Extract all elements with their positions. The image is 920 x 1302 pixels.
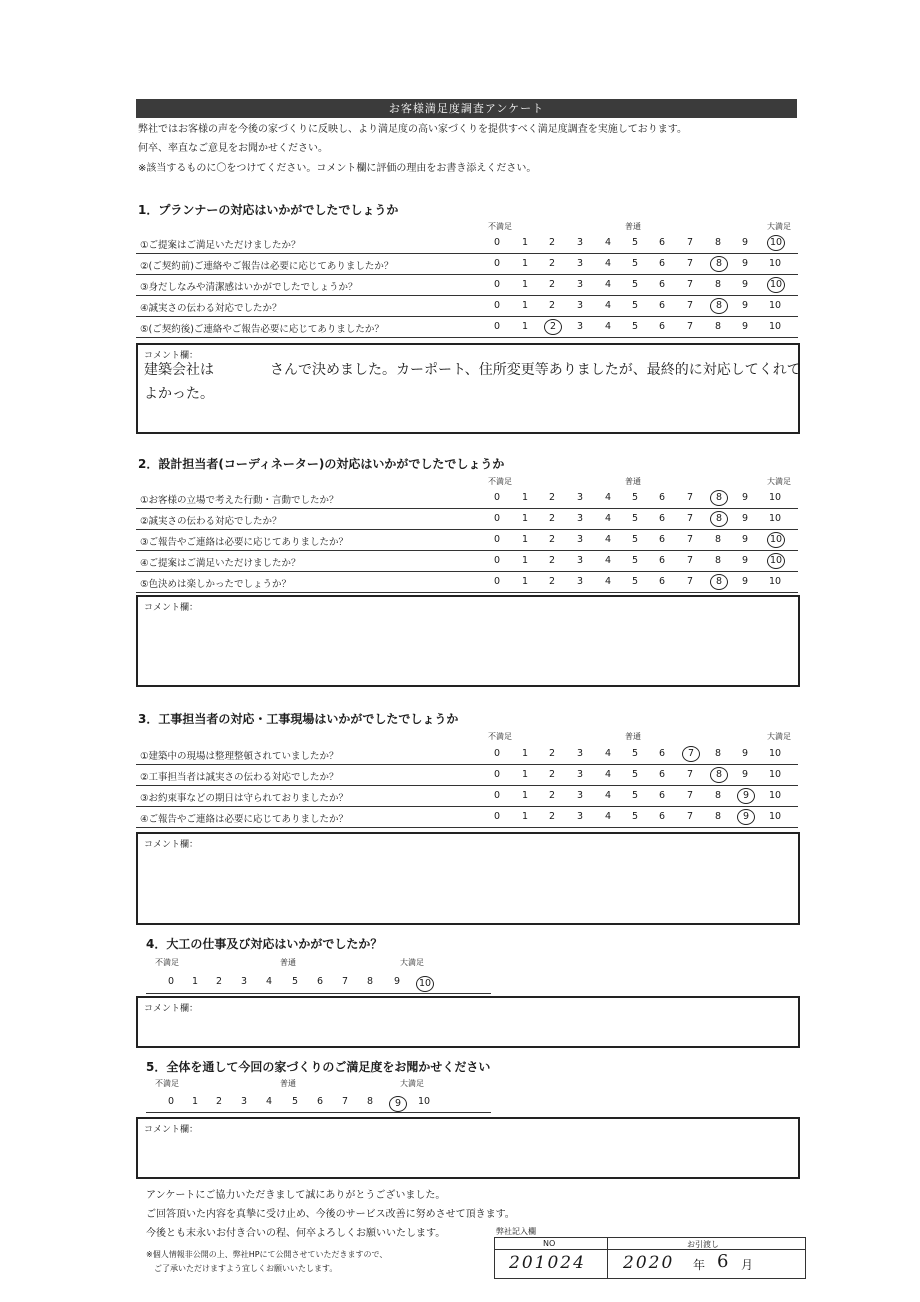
question-row	[136, 275, 798, 296]
rating-option[interactable]: 0	[167, 1096, 175, 1107]
scale-high-label: 大満足	[767, 732, 791, 741]
rating-option-selected[interactable]: 9	[737, 809, 755, 825]
rating-option[interactable]: 6	[658, 492, 666, 503]
rating-option[interactable]: 10	[768, 321, 782, 332]
section-1-title: 1．プランナーの対応はいかがでしたでしょうか	[138, 203, 399, 217]
rating-option[interactable]: 8	[714, 790, 722, 801]
rating-option[interactable]: 7	[686, 555, 694, 566]
rating-option[interactable]: 9	[741, 769, 749, 780]
rating-option-selected[interactable]: 8	[710, 767, 728, 783]
section-3-comment-box[interactable]	[136, 832, 800, 925]
section-5-comment-box[interactable]	[136, 1117, 800, 1179]
question-row	[136, 786, 798, 807]
rating-option[interactable]: 0	[493, 513, 501, 524]
question-row	[136, 254, 798, 275]
rating-option-selected[interactable]: 9	[389, 1096, 407, 1112]
rating-option[interactable]: 4	[265, 1096, 273, 1107]
rating-option[interactable]: 2	[548, 513, 556, 524]
question-label: ②(ご契約前)ご連絡やご報告は必要に応じてありましたか？	[140, 261, 394, 272]
rating-option[interactable]: 3	[576, 279, 584, 290]
rating-option[interactable]: 5	[631, 300, 639, 311]
rating-option-selected[interactable]: 8	[710, 490, 728, 506]
comment-label: コメント欄：	[144, 603, 199, 613]
rating-option[interactable]: 3	[240, 1096, 248, 1107]
comment-label: コメント欄：	[144, 351, 199, 361]
rating-option[interactable]: 3	[576, 258, 584, 269]
rating-option-selected[interactable]: 10	[767, 553, 785, 569]
rating-option[interactable]: 0	[493, 300, 501, 311]
question-row	[136, 509, 798, 530]
footer-line-3: 今後とも末永いお付き合いの程、何卒よろしくお願いいたします。	[146, 1228, 446, 1239]
rating-option[interactable]: 2	[548, 748, 556, 759]
rating-option[interactable]: 9	[741, 748, 749, 759]
rating-option[interactable]: 0	[493, 555, 501, 566]
rating-option[interactable]: 1	[521, 748, 529, 759]
scale-low-label: 不満足	[488, 732, 512, 741]
rating-option[interactable]: 2	[548, 555, 556, 566]
rating-option[interactable]: 7	[341, 976, 349, 987]
rating-option[interactable]: 4	[604, 555, 612, 566]
rating-option[interactable]: 5	[631, 811, 639, 822]
scale-high-label: 大満足	[767, 222, 791, 231]
rating-option[interactable]: 5	[631, 534, 639, 545]
rating-option[interactable]: 3	[576, 769, 584, 780]
rating-option-selected[interactable]: 10	[767, 532, 785, 548]
rating-option[interactable]: 0	[493, 811, 501, 822]
rating-option[interactable]: 1	[521, 258, 529, 269]
rating-option[interactable]: 4	[604, 492, 612, 503]
rating-option[interactable]: 10	[768, 492, 782, 503]
rating-option[interactable]: 7	[686, 237, 694, 248]
scale-low-label: 不満足	[155, 1079, 179, 1088]
rating-option[interactable]: 6	[658, 279, 666, 290]
question-label: ⑤色決めは楽しかったでしょうか？	[140, 579, 292, 590]
rating-option[interactable]: 9	[741, 300, 749, 311]
scale-mid-label: 普通	[280, 1079, 296, 1088]
rating-option[interactable]: 7	[686, 300, 694, 311]
rating-option[interactable]: 1	[521, 534, 529, 545]
rating-option[interactable]: 0	[493, 279, 501, 290]
rating-option[interactable]: 10	[768, 769, 782, 780]
rating-option-selected[interactable]: 8	[710, 256, 728, 272]
rating-option[interactable]: 9	[741, 576, 749, 587]
rating-option[interactable]: 10	[768, 258, 782, 269]
section-5-underline	[146, 1112, 491, 1113]
section-4-comment-box[interactable]	[136, 996, 800, 1048]
rating-option[interactable]: 4	[604, 748, 612, 759]
rating-option[interactable]: 4	[604, 321, 612, 332]
rating-option[interactable]: 0	[493, 790, 501, 801]
section-1-comment-box[interactable]	[136, 343, 800, 434]
rating-option[interactable]: 3	[576, 492, 584, 503]
privacy-note-1: ※個人情報非公開の上、弊社HPにて公開させていただきますので、	[146, 1250, 388, 1259]
rating-option[interactable]: 6	[658, 576, 666, 587]
question-label: ①お客様の立場で考えた行動・言動でしたか？	[140, 495, 339, 506]
rating-option[interactable]: 5	[291, 976, 299, 987]
rating-option[interactable]: 1	[521, 513, 529, 524]
rating-option[interactable]: 10	[417, 1096, 431, 1107]
rating-option[interactable]: 9	[741, 321, 749, 332]
intro-line-3: ※該当するものに〇をつけてください。コメント欄に評価の理由をお書き添えください。	[138, 163, 537, 174]
rating-option[interactable]: 4	[604, 513, 612, 524]
rating-option[interactable]: 5	[631, 555, 639, 566]
rating-option[interactable]: 3	[576, 576, 584, 587]
rating-option[interactable]: 3	[576, 555, 584, 566]
comment-line-1: 建築会社は さんで決めました。カーポート、住所変更等ありましたが、最終的に対応してくれて	[144, 362, 801, 378]
rating-option[interactable]: 3	[576, 300, 584, 311]
rating-option[interactable]: 5	[631, 748, 639, 759]
rating-option[interactable]: 8	[366, 976, 374, 987]
footer-line-2: ご回答頂いた内容を真摯に受け止め、今後のサービス改善に努めさせて頂きます。	[146, 1209, 515, 1220]
rating-option[interactable]: 2	[548, 279, 556, 290]
rating-option[interactable]: 0	[493, 769, 501, 780]
comment-label: コメント欄：	[144, 840, 199, 850]
rating-option[interactable]: 5	[631, 258, 639, 269]
rating-option[interactable]: 3	[576, 534, 584, 545]
rating-option[interactable]: 8	[714, 555, 722, 566]
rating-option[interactable]: 6	[658, 555, 666, 566]
section-2-comment-box[interactable]	[136, 595, 800, 687]
intro-line-1: 弊社ではお客様の声を今後の家づくりに反映し、より満足度の高い家づくりを提供すべく満足度調査を実施しております。	[138, 124, 687, 135]
rating-option[interactable]: 5	[631, 321, 639, 332]
rating-option[interactable]: 1	[521, 492, 529, 503]
rating-option[interactable]: 3	[576, 790, 584, 801]
handover-month: 6	[717, 1251, 729, 1272]
rating-option[interactable]: 10	[768, 748, 782, 759]
rating-option[interactable]: 8	[366, 1096, 374, 1107]
rating-option[interactable]: 1	[521, 555, 529, 566]
question-row	[136, 233, 798, 254]
rating-option-selected[interactable]: 10	[416, 976, 434, 992]
rating-option[interactable]: 3	[576, 513, 584, 524]
office-use-caption: 弊社記入欄	[496, 1227, 536, 1236]
rating-option[interactable]: 1	[191, 976, 199, 987]
office-use-table	[494, 1237, 806, 1279]
rating-option[interactable]: 9	[741, 258, 749, 269]
rating-option[interactable]: 7	[686, 769, 694, 780]
question-label: ④ご報告やご連絡は必要に応じてありましたか？	[140, 814, 349, 825]
rating-option[interactable]: 10	[768, 300, 782, 311]
question-label: ②工事担当者は誠実さの伝わる対応でしたか？	[140, 772, 339, 783]
rating-option[interactable]: 7	[686, 321, 694, 332]
rating-option[interactable]: 10	[768, 576, 782, 587]
rating-option[interactable]: 0	[493, 748, 501, 759]
question-label: ③お約束事などの期日は守られておりましたか？	[140, 793, 349, 804]
scale-high-label: 大満足	[767, 477, 791, 486]
question-label: ③ご報告やご連絡は必要に応じてありましたか？	[140, 537, 349, 548]
rating-option[interactable]: 4	[604, 279, 612, 290]
rating-option[interactable]: 1	[521, 321, 529, 332]
rating-option[interactable]: 0	[493, 534, 501, 545]
rating-option[interactable]: 6	[658, 811, 666, 822]
question-row	[136, 551, 798, 572]
rating-option[interactable]: 6	[658, 769, 666, 780]
rating-option[interactable]: 2	[548, 237, 556, 248]
rating-option[interactable]: 10	[768, 790, 782, 801]
rating-option[interactable]: 6	[316, 1096, 324, 1107]
rating-option[interactable]: 4	[604, 769, 612, 780]
rating-option[interactable]: 6	[316, 976, 324, 987]
rating-option[interactable]: 6	[658, 300, 666, 311]
question-row	[136, 488, 798, 509]
question-label: ①建築中の現場は整理整頓されていましたか？	[140, 751, 339, 762]
rating-option[interactable]: 3	[576, 237, 584, 248]
rating-option[interactable]: 4	[604, 258, 612, 269]
rating-option[interactable]: 1	[521, 790, 529, 801]
rating-option[interactable]: 2	[548, 258, 556, 269]
rating-option[interactable]: 5	[631, 237, 639, 248]
rating-option[interactable]: 7	[686, 790, 694, 801]
rating-option[interactable]: 7	[686, 576, 694, 587]
rating-option[interactable]: 5	[631, 576, 639, 587]
footer-line-1: アンケートにご協力いただきまして誠にありがとうございました。	[146, 1190, 446, 1201]
rating-option[interactable]: 5	[291, 1096, 299, 1107]
no-value: 201024	[509, 1253, 586, 1273]
year-unit: 年	[693, 1258, 706, 1272]
scale-mid-label: 普通	[280, 958, 296, 967]
comment-label: コメント欄：	[144, 1004, 199, 1014]
rating-option[interactable]: 5	[631, 513, 639, 524]
question-label: ②誠実さの伝わる対応でしたか？	[140, 516, 282, 527]
rating-option[interactable]: 0	[493, 237, 501, 248]
rating-option[interactable]: 8	[714, 321, 722, 332]
rating-option[interactable]: 2	[215, 1096, 223, 1107]
survey-title: お客様満足度調査アンケート	[136, 99, 797, 118]
rating-option-selected[interactable]: 8	[710, 511, 728, 527]
privacy-note-2: ご了承いただけますよう宜しくお願いいたします。	[154, 1264, 338, 1273]
section-3-title: 3．工事担当者の対応・工事現場はいかがでしたでしょうか	[138, 712, 459, 726]
rating-option[interactable]: 3	[576, 811, 584, 822]
handover-header: お引渡し	[687, 1240, 719, 1249]
question-row	[136, 807, 798, 828]
question-row	[136, 572, 798, 593]
rating-option[interactable]: 9	[741, 555, 749, 566]
rating-option[interactable]: 8	[714, 279, 722, 290]
section-2-title: 2．設計担当者(コーディネーター)の対応はいかがでしたでしょうか	[138, 457, 505, 471]
rating-option[interactable]: 4	[604, 790, 612, 801]
rating-option-selected[interactable]: 8	[710, 298, 728, 314]
rating-option[interactable]: 7	[341, 1096, 349, 1107]
rating-option[interactable]: 8	[714, 534, 722, 545]
rating-option[interactable]: 3	[576, 748, 584, 759]
rating-option[interactable]: 4	[604, 534, 612, 545]
no-header: NO	[543, 1239, 556, 1248]
rating-option-selected[interactable]: 8	[710, 574, 728, 590]
rating-option[interactable]: 1	[521, 300, 529, 311]
scale-mid-label: 普通	[625, 732, 641, 741]
rating-option-selected[interactable]: 2	[544, 319, 562, 335]
rating-option[interactable]: 9	[741, 534, 749, 545]
question-row	[136, 765, 798, 786]
rating-option[interactable]: 6	[658, 748, 666, 759]
rating-option[interactable]: 0	[493, 321, 501, 332]
rating-option[interactable]: 9	[393, 976, 401, 987]
rating-option[interactable]: 10	[768, 513, 782, 524]
rating-option[interactable]: 2	[548, 576, 556, 587]
rating-option[interactable]: 9	[741, 237, 749, 248]
rating-option[interactable]: 5	[631, 279, 639, 290]
rating-option[interactable]: 7	[686, 279, 694, 290]
rating-option[interactable]: 6	[658, 790, 666, 801]
section-4-title: 4．大工の仕事及び対応はいかがでしたか？	[146, 937, 383, 951]
rating-option[interactable]: 2	[548, 769, 556, 780]
rating-option[interactable]: 4	[265, 976, 273, 987]
rating-option[interactable]: 7	[686, 513, 694, 524]
rating-option[interactable]: 2	[548, 492, 556, 503]
rating-option[interactable]: 9	[741, 279, 749, 290]
rating-option[interactable]: 5	[631, 769, 639, 780]
scale-mid-label: 普通	[625, 222, 641, 231]
rating-option[interactable]: 2	[548, 790, 556, 801]
question-row	[136, 744, 798, 765]
question-label: ⑤(ご契約後)ご連絡やご報告必要に応じてありましたか？	[140, 324, 384, 335]
rating-option[interactable]: 0	[493, 576, 501, 587]
scale-mid-label: 普通	[625, 477, 641, 486]
rating-option[interactable]: 1	[521, 811, 529, 822]
section-5-title: 5．全体を通して今回の家づくりのご満足度をお聞かせください	[146, 1060, 491, 1074]
intro-line-2: 何卒、率直なご意見をお聞かせください。	[138, 143, 328, 154]
rating-option[interactable]: 6	[658, 258, 666, 269]
rating-option[interactable]: 0	[493, 258, 501, 269]
scale-low-label: 不満足	[488, 222, 512, 231]
rating-option[interactable]: 1	[521, 769, 529, 780]
rating-option[interactable]: 0	[167, 976, 175, 987]
rating-option[interactable]: 4	[604, 300, 612, 311]
rating-option[interactable]: 7	[686, 258, 694, 269]
rating-option[interactable]: 4	[604, 576, 612, 587]
comment-label: コメント欄：	[144, 1125, 199, 1135]
rating-option[interactable]: 5	[631, 790, 639, 801]
rating-option[interactable]: 2	[548, 534, 556, 545]
scale-high-label: 大満足	[400, 1079, 424, 1088]
rating-option[interactable]: 2	[215, 976, 223, 987]
rating-option[interactable]: 3	[576, 321, 584, 332]
rating-option[interactable]: 4	[604, 237, 612, 248]
rating-option[interactable]: 1	[191, 1096, 199, 1107]
question-row	[136, 296, 798, 317]
rating-option-selected[interactable]: 10	[767, 277, 785, 293]
rating-option[interactable]: 0	[493, 492, 501, 503]
question-label: ③身だしなみや清潔感はいかがでしたでしょうか？	[140, 282, 358, 293]
handover-year: 2020	[623, 1253, 675, 1273]
rating-option[interactable]: 1	[521, 237, 529, 248]
rating-option-selected[interactable]: 9	[737, 788, 755, 804]
comment-line-2: よかった。	[144, 386, 214, 402]
rating-option[interactable]: 1	[521, 576, 529, 587]
scale-low-label: 不満足	[155, 958, 179, 967]
question-label: ④誠実さの伝わる対応でしたか？	[140, 303, 282, 314]
rating-option[interactable]: 6	[658, 321, 666, 332]
rating-option[interactable]: 6	[658, 534, 666, 545]
rating-option[interactable]: 7	[686, 492, 694, 503]
question-label: ①ご提案はご満足いただけましたか？	[140, 240, 301, 251]
rating-option[interactable]: 4	[604, 811, 612, 822]
rating-option[interactable]: 6	[658, 237, 666, 248]
rating-option[interactable]: 1	[521, 279, 529, 290]
rating-option-selected[interactable]: 10	[767, 235, 785, 251]
rating-option[interactable]: 2	[548, 811, 556, 822]
rating-option[interactable]: 5	[631, 492, 639, 503]
rating-option[interactable]: 9	[741, 492, 749, 503]
rating-option[interactable]: 2	[548, 300, 556, 311]
section-4-underline	[146, 993, 491, 994]
scale-low-label: 不満足	[488, 477, 512, 486]
rating-option[interactable]: 3	[240, 976, 248, 987]
question-row	[136, 530, 798, 551]
rating-option[interactable]: 8	[714, 237, 722, 248]
rating-option[interactable]: 9	[741, 513, 749, 524]
question-label: ④ご提案はご満足いただけましたか？	[140, 558, 301, 569]
rating-option[interactable]: 8	[714, 811, 722, 822]
rating-option[interactable]: 7	[686, 534, 694, 545]
rating-option[interactable]: 6	[658, 513, 666, 524]
rating-option-selected[interactable]: 7	[682, 746, 700, 762]
rating-option[interactable]: 10	[768, 811, 782, 822]
rating-option[interactable]: 8	[714, 748, 722, 759]
month-unit: 月	[741, 1258, 754, 1272]
question-row	[136, 317, 798, 338]
scale-high-label: 大満足	[400, 958, 424, 967]
rating-option[interactable]: 7	[686, 811, 694, 822]
